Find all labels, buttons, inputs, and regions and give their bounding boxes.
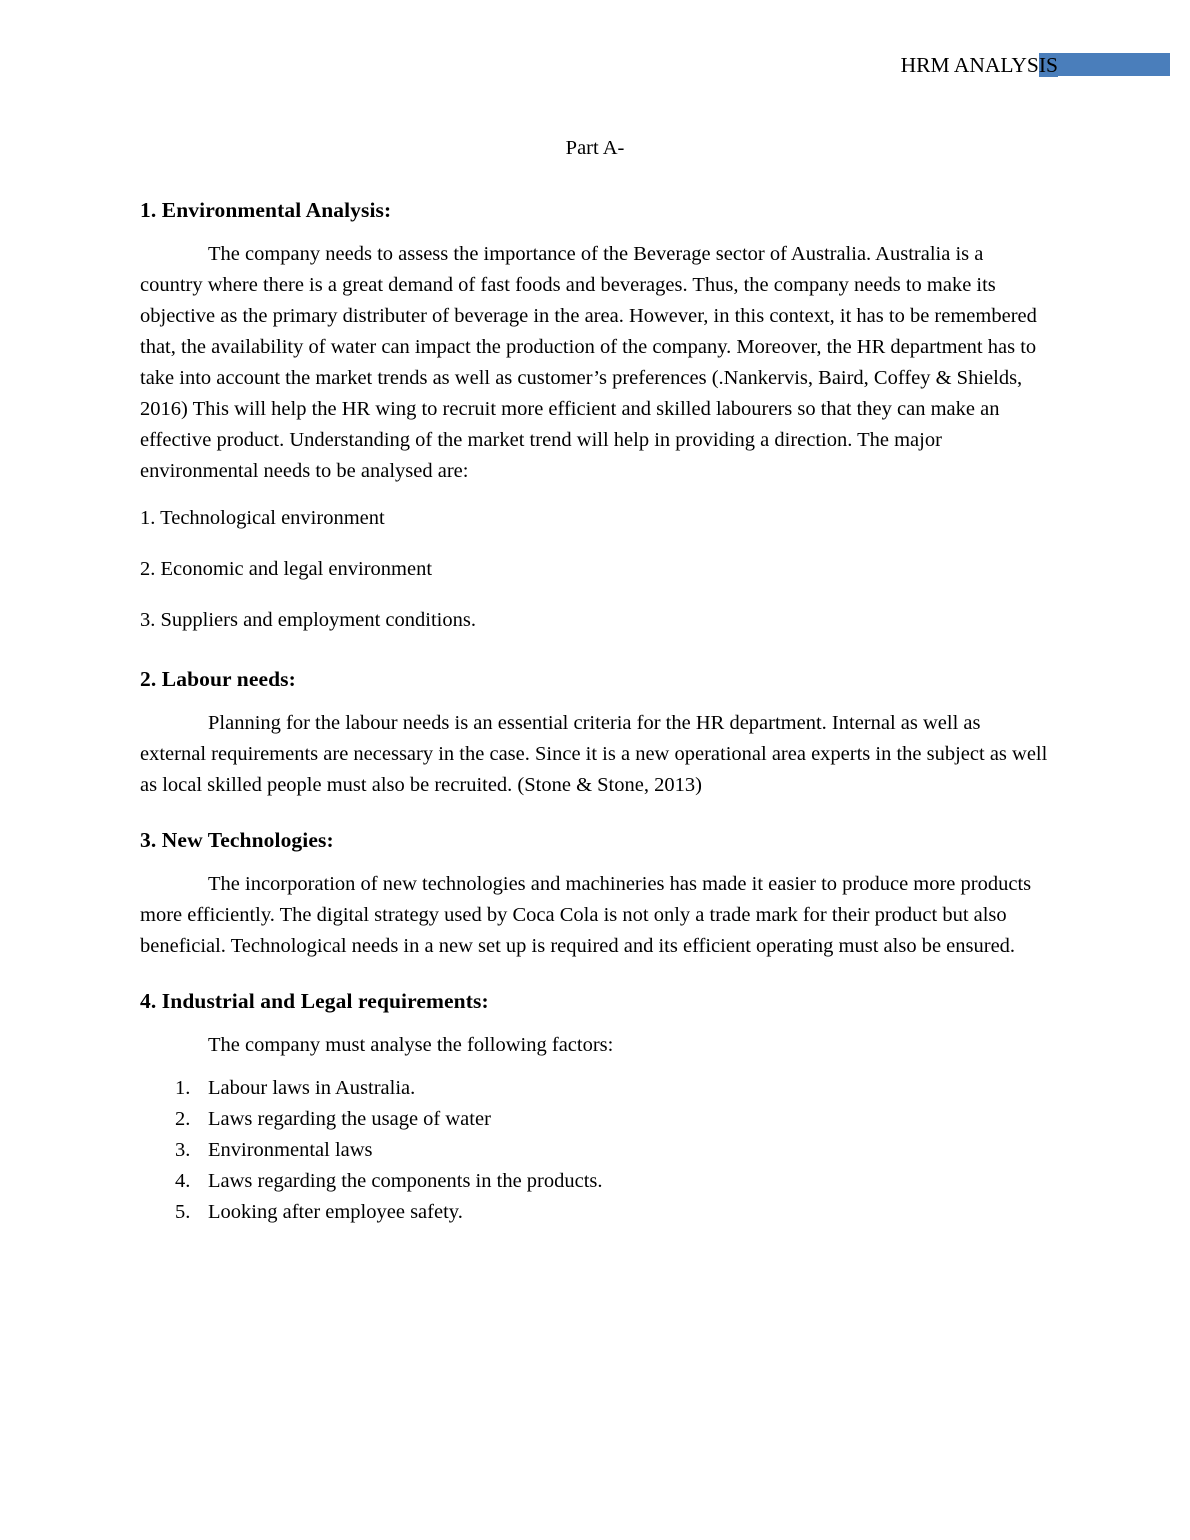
heading-industrial-legal-requirements: 4. Industrial and Legal requirements:	[140, 989, 489, 1013]
env-item-2: 2. Economic and legal environment	[140, 558, 433, 580]
env-item-1: 1. Technological environment	[140, 507, 385, 529]
heading-labour-needs: 2. Labour needs:	[140, 667, 296, 691]
paragraph-environmental-analysis: The company needs to assess the importance of the Beverage sector of Australia. Australia is a country where there is a great demand of fast foods and beverages. Thus, the company needs to make its objective as the primary distributer of beverage in the area. However, in this context, it has to be remembered that, the availability of water can impact the production of the company. Moreover, the HR department has to take into account the market trends as well as customer’s preferences (.Nankervis, Baird, Coffey & Shields, 2016) This will help the HR wing to recruit more efficient and skilled labourers so that they can make an effective product. Understanding of the market trend will help in providing a direction. The major environmental needs to be analysed are:	[140, 243, 1037, 482]
factor-list	[140, 1067, 1050, 1228]
list-item: Environmental laws	[208, 1139, 373, 1161]
heading-new-technologies: 3. New Technologies:	[140, 828, 334, 852]
header-title-highlighted: IS	[1038, 53, 1058, 77]
list-item: Looking after employee safety.	[208, 1201, 463, 1223]
paragraph-labour-needs: Planning for the labour needs is an essential criteria for the HR department. Internal as well as external requirements are necessary in the case. Since it is a new operational area experts in the subject as well as local skilled people must also be recruited. (Stone & Stone, 2013)	[140, 712, 1048, 796]
running-header	[140, 50, 1170, 84]
heading-environmental-analysis: 1. Environmental Analysis:	[140, 198, 392, 222]
header-title-plain: HRM ANALYS	[900, 53, 1039, 77]
header-highlight-bar	[1058, 53, 1170, 76]
list-item: Laws regarding the usage of water	[208, 1108, 491, 1130]
paragraph-industrial-legal-requirements: The company must analyse the following factors:	[208, 1034, 614, 1056]
part-label: Part A-	[565, 137, 625, 159]
header-title	[901, 53, 1170, 77]
paragraph-new-technologies: The incorporation of new technologies and machineries has made it easier to produce more products more efficiently. The digital strategy used by Coca Cola is not only a trade mark for their product but also beneficial. Technological needs in a new set up is required and its efficient operating must also be ensured.	[140, 873, 1032, 957]
list-item: Labour laws in Australia.	[208, 1077, 416, 1099]
env-item-3: 3. Suppliers and employment conditions.	[140, 609, 476, 631]
list-item: Laws regarding the components in the products.	[208, 1170, 603, 1192]
document-body	[140, 133, 1050, 1228]
